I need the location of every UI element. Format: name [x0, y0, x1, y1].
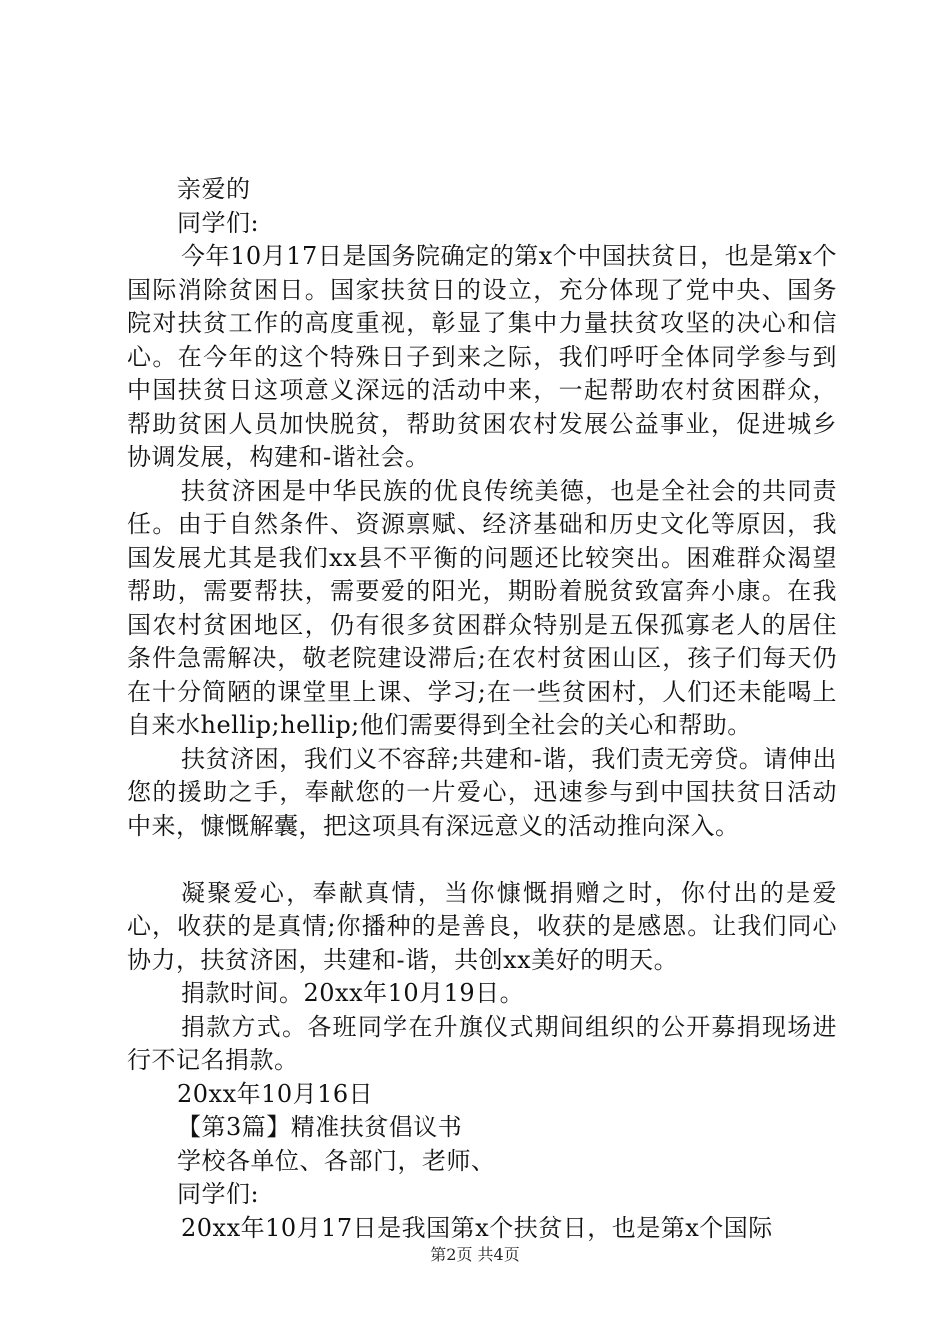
blank-line: [127, 843, 837, 877]
document-body: [127, 173, 837, 1245]
body-paragraph: 捐款方式。各班同学在升旗仪式期间组织的公开募捐现场进行不记名捐款。: [127, 1012, 837, 1074]
body-paragraph: 扶贫济困是中华民族的优良传统美德，也是全社会的共同责任。由于自然条件、资源禀赋、经济基础和历史文化等原因，我国发展尤其是我们xx县不平衡的问题还比较突出。困难群众渴望帮助，需要帮扶，需要爱的阳光，期盼着脱贫致富奔小康。在我国农村贫困地区，仍有很多贫困群众特别是五保孤寡老人的居住条件急需解决，敬老院建设滞后;在农村贫困山区，孩子们每天仍在十分简陋的课堂里上课、学习;在一些贫困村，人们还未能喝上自来水hellip;hellip;他们需要得到全社会的关心和帮助。: [127, 476, 837, 739]
salutation-line: 同学们:: [177, 208, 260, 237]
body-paragraph: 20xx年10月17日是我国第x个扶贫日，也是第x个国际: [181, 1213, 773, 1242]
body-paragraph: 捐款时间。20xx年10月19日。: [181, 979, 525, 1007]
body-paragraph: 凝聚爱心，奉献真情，当你慷慨捐赠之时，你付出的是爱心，收获的是真情;你播种的是善良，收获的是感恩。让我们同心协力，扶贫济困，共建和-谐，共创xx美好的明天。: [127, 878, 837, 974]
section-title: 【第3篇】精准扶贫倡议书: [177, 1113, 463, 1141]
salutation-line: 亲爱的: [177, 175, 251, 203]
body-paragraph: 扶贫济困，我们义不容辞;共建和-谐，我们责无旁贷。请伸出您的援助之手，奉献您的一片爱心，迅速参与到中国扶贫日活动中来，慷慨解囊，把这项具有深远意义的活动推向深入。: [127, 744, 837, 840]
body-paragraph: 今年10月17日是国务院确定的第x个中国扶贫日，也是第x个国际消除贫困日。国家扶贫日的设立，充分体现了党中央、国务院对扶贫工作的高度重视，彰显了集中力量扶贫攻坚的决心和信心。在今年的这个特殊日子到来之际，我们呼吁全体同学参与到中国扶贫日这项意义深远的活动中来，一起帮助农村贫困群众，帮助贫困人员加快脱贫，帮助贫困农村发展公益事业，促进城乡协调发展，构建和-谐社会。: [127, 242, 837, 471]
salutation-line: 学校各单位、各部门，老师、: [177, 1146, 496, 1175]
page-footer: 第2页 共4页: [430, 1245, 520, 1264]
date-line: 20xx年10月16日: [177, 1079, 374, 1108]
salutation-line: 同学们:: [177, 1180, 260, 1208]
